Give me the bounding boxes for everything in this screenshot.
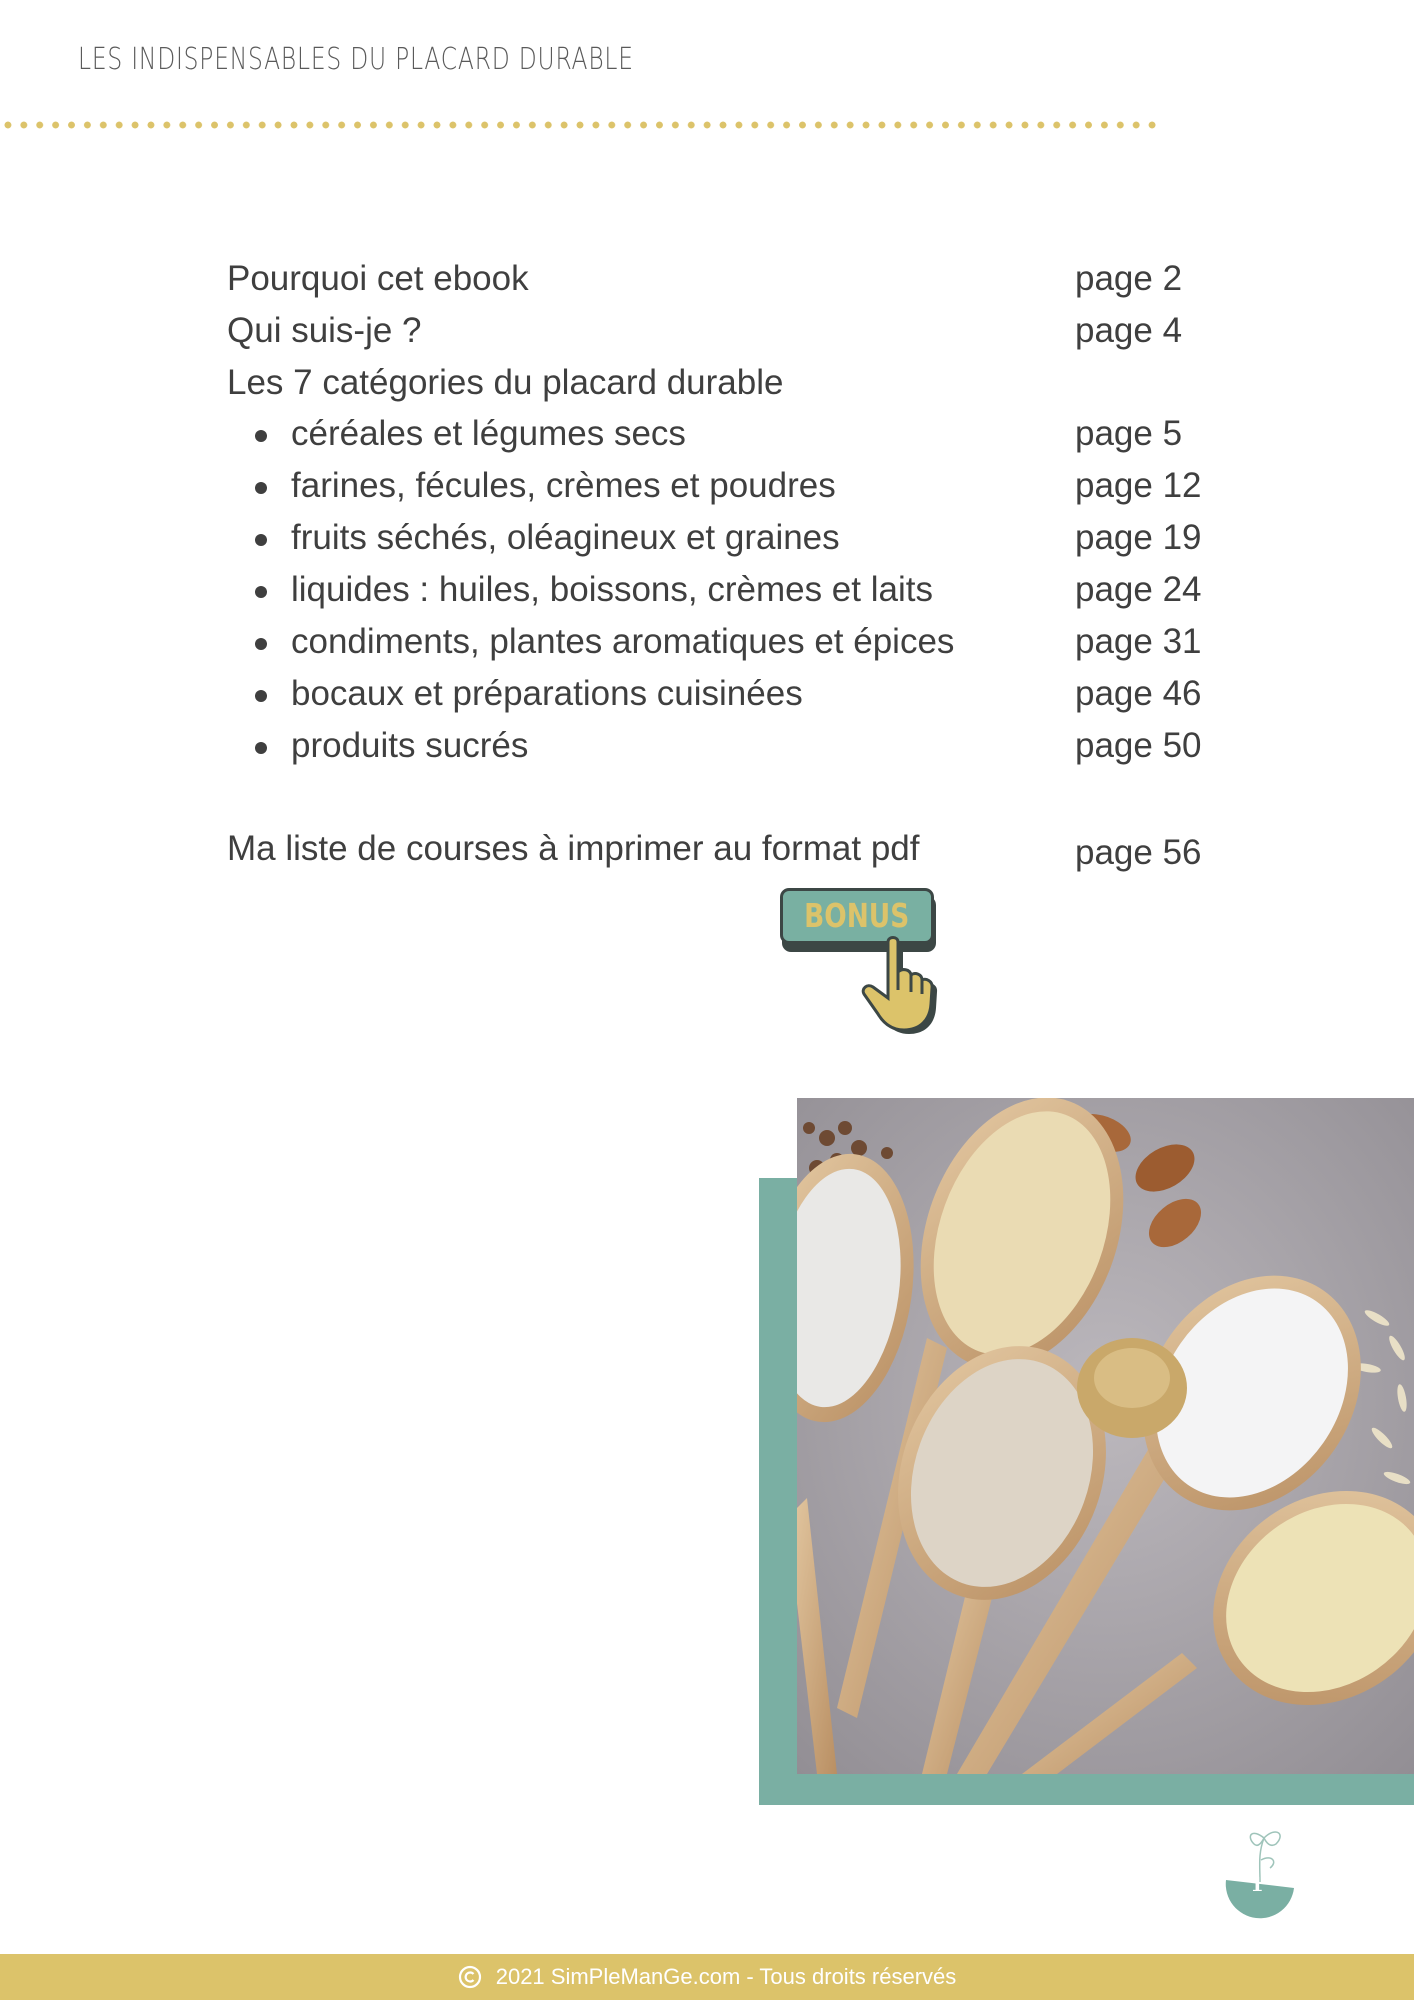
- bullet-icon: [255, 690, 267, 702]
- toc-entry-label: liquides : huiles, boissons, crèmes et laits: [291, 570, 933, 609]
- toc-entry-label: fruits séchés, oléagineux et graines: [291, 518, 840, 557]
- bullet-icon: [255, 430, 267, 442]
- toc-entry-page: page 31: [1075, 622, 1202, 661]
- sprout-icon: [1220, 1818, 1300, 1922]
- toc-entry-label: farines, fécules, crèmes et poudres: [291, 466, 836, 505]
- toc-section-categories: [0, 361, 1414, 405]
- toc-entry-liste-courses[interactable]: [0, 827, 1414, 871]
- bonus-button-group[interactable]: [780, 888, 940, 1038]
- bullet-icon: [255, 482, 267, 494]
- page-footer: [0, 1954, 1414, 2000]
- bullet-icon: [255, 534, 267, 546]
- toc-entry-label: Qui suis-je ?: [227, 311, 422, 350]
- toc-entry-label: condiments, plantes aromatiques et épices: [291, 622, 955, 661]
- toc-entry-pourquoi[interactable]: [0, 257, 1414, 301]
- toc-entry-page: page 12: [1075, 466, 1202, 505]
- toc-entry-cereales[interactable]: [0, 412, 1414, 456]
- toc-entry-page: page 4: [1075, 311, 1183, 350]
- bullet-icon: [255, 742, 267, 754]
- copyright-icon: [458, 1965, 482, 1989]
- toc-entry-page: page 46: [1075, 674, 1202, 713]
- toc-section-label: Les 7 catégories du placard durable: [227, 363, 784, 402]
- toc-entry-condiments[interactable]: [0, 620, 1414, 664]
- toc-entry-label: céréales et légumes secs: [291, 414, 686, 453]
- toc-entry-qui-suis-je[interactable]: [0, 309, 1414, 353]
- flour-spoons-photo: [797, 1098, 1414, 1774]
- toc-entry-label: Ma liste de courses à imprimer au format pdf: [227, 829, 920, 868]
- toc-entry-label: produits sucrés: [291, 726, 529, 765]
- toc-entry-page: page 19: [1075, 518, 1202, 557]
- toc-entry-fruits-seches[interactable]: [0, 516, 1414, 560]
- dotted-divider: [0, 121, 1160, 129]
- toc-entry-produits-sucres[interactable]: [0, 724, 1414, 768]
- flour-spoons-illustration: [797, 1098, 1414, 1774]
- toc-entry-page: page 2: [1075, 259, 1183, 298]
- bullet-icon: [255, 638, 267, 650]
- toc-entry-farines[interactable]: [0, 464, 1414, 508]
- header-title: LES INDISPENSABLES DU PLACARD DURABLE: [78, 42, 634, 77]
- bullet-icon: [255, 586, 267, 598]
- toc-entry-label: bocaux et préparations cuisinées: [291, 674, 803, 713]
- toc-entry-bocaux[interactable]: [0, 672, 1414, 716]
- toc-entry-page: page 5: [1075, 414, 1183, 453]
- page-number: 1: [1250, 1874, 1264, 1896]
- bonus-button-label: BONUS: [804, 896, 910, 935]
- toc-entry-liquides[interactable]: [0, 568, 1414, 612]
- toc-entry-label: Pourquoi cet ebook: [227, 259, 529, 298]
- footer-copyright-text: 2021 SimPleManGe.com - Tous droits réservés: [495, 1964, 957, 1989]
- toc-entry-page: page 24: [1075, 570, 1202, 609]
- toc-entry-page: page 50: [1075, 726, 1202, 765]
- pointing-hand-icon: [858, 934, 938, 1034]
- toc-entry-page: page 56: [1075, 833, 1202, 872]
